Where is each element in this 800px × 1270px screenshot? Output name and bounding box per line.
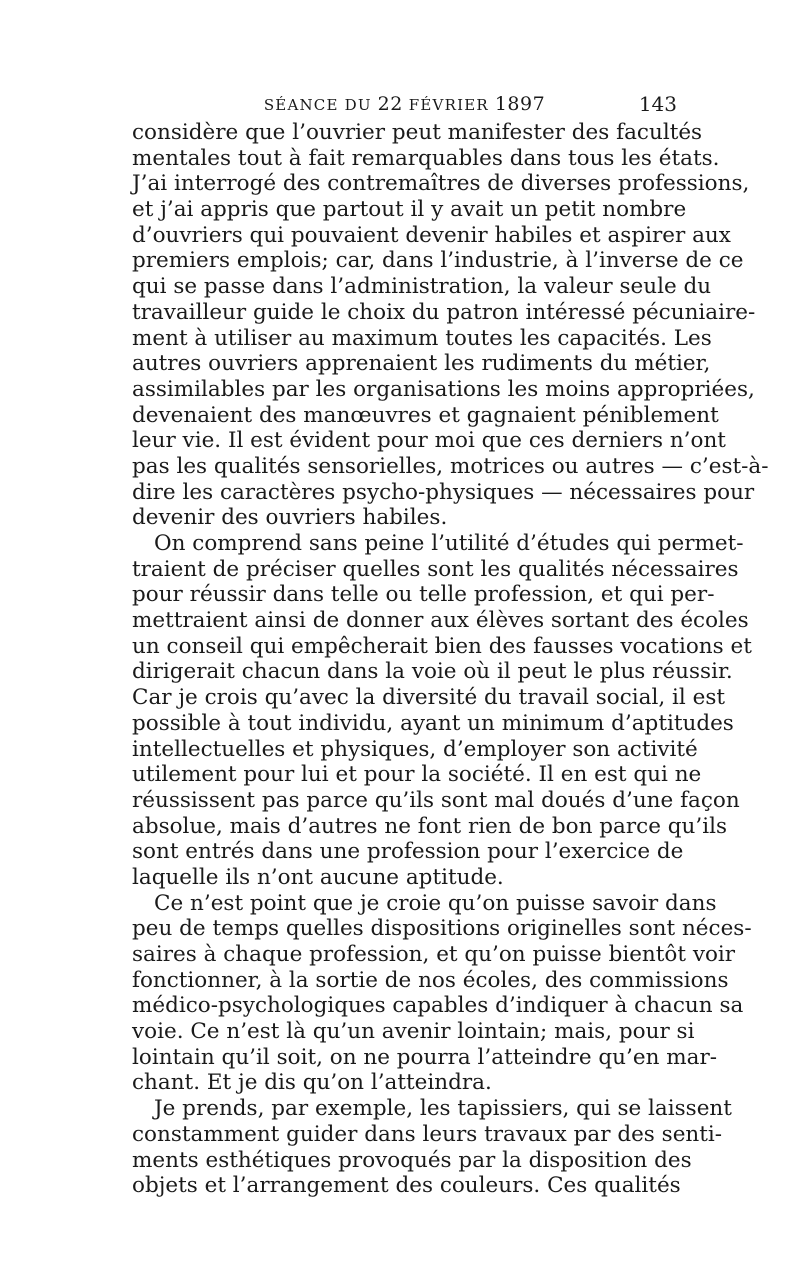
text-line: laquelle ils n’ont aucune aptitude. [132,864,504,890]
text-line: médico-psychologiques capables d’indiquer à chacun sa [132,993,744,1019]
page-number: 143 [638,92,677,116]
text-line: un conseil qui empêcherait bien des fausses vocations et [132,633,752,659]
text-line: réussissent pas parce qu’ils sont mal doués d’une façon [132,787,740,813]
text-line: pas les qualités sensorielles, motrices ou autres — c’est-à- [132,453,769,479]
text-line: dire les caractères psycho-physiques — nécessaires pour [132,479,755,505]
running-title-year: 1897 [494,93,546,115]
running-title-month: FÉVRIER [402,96,495,114]
running-title-word-du: DU [338,96,378,114]
text-line: lointain qu’il soit, on ne pourra l’atteindre qu’en mar- [132,1044,717,1070]
text-line: devenaient des manœuvres et gagnaient péniblement [132,402,719,428]
text-line: considère que l’ouvrier peut manifester des facultés [132,120,703,145]
text-line: Car je crois qu’avec la diversité du travail social, il est [132,685,726,711]
text-line: J’ai interrogé des contremaîtres de diverses professions, [132,171,750,197]
text-line: ment à utiliser au maximum toutes les capacités. Les [132,325,712,351]
text-line: objets et l’arrangement des couleurs. Ces qualités [132,1173,681,1199]
text-line: utilement pour lui et pour la société. Il en est qui ne [132,762,702,788]
text-line: peu de temps quelles dispositions originelles sont néces- [132,916,752,942]
text-line: mettraient ainsi de donner aux élèves sortant des écoles [132,608,749,634]
text-line: chant. Et je dis qu’on l’atteindra. [132,1070,492,1096]
body-text [132,120,769,1199]
text-line: fonctionner, à la sortie de nos écoles, des commissions [132,967,729,993]
text-line: voie. Ce n’est là qu’un avenir lointain; mais, pour si [132,1019,695,1045]
text-line: d’ouvriers qui pouvaient devenir habiles et aspirer aux [132,222,731,248]
text-line: premiers emplois; car, dans l’industrie, à l’inverse de ce [132,248,744,274]
text-line: qui se passe dans l’administration, la valeur seule du [132,274,712,300]
text-line: ments esthétiques provoqués par la disposition des [132,1147,692,1173]
text-line: possible à tout individu, ayant un minimum d’aptitudes [132,710,734,736]
text-line: traient de préciser quelles sont les qualités nécessaires [132,556,739,582]
text-line: sont entrés dans une profession pour l’exercice de [132,839,684,865]
text-line: assimilables par les organisations les moins appropriées, [132,376,755,402]
text-line: travailleur guide le choix du patron intéressé pécuniaire- [132,299,756,325]
text-line: Je prends, par exemple, les tapissiers, qui se laissent [154,1096,732,1122]
text-line: intellectuelles et physiques, d’employer son activité [132,736,698,762]
page-header [132,92,677,116]
text-line: constamment guider dans leurs travaux par des senti- [132,1121,723,1147]
text-line: devenir des ouvriers habiles. [132,505,448,531]
running-title-day: 22 [377,93,403,115]
running-title [132,92,677,117]
text-line: On comprend sans peine l’utilité d’études qui permet- [154,531,744,556]
text-line: autres ouvriers apprenaient les rudiments du métier, [132,351,711,377]
text-line: absolue, mais d’autres ne font rien de bon parce qu’ils [132,813,727,839]
text-line: mentales tout à fait remarquables dans tous les états. [132,145,720,171]
text-line: dirigerait chacun dans la voie où il peut le plus réussir. [132,659,733,685]
running-title-word-seance: SÉANCE [263,96,339,114]
text-line: pour réussir dans telle ou telle profession, et qui per- [132,582,715,608]
text-line: leur vie. Il est évident pour moi que ces derniers n’ont [132,428,726,454]
text-line: et j’ai appris que partout il y avait un petit nombre [132,197,687,223]
text-line: Ce n’est point que je croie qu’on puisse savoir dans [154,890,717,916]
text-line: saires à chaque profession, et qu’on puisse bientôt voir [132,942,736,967]
